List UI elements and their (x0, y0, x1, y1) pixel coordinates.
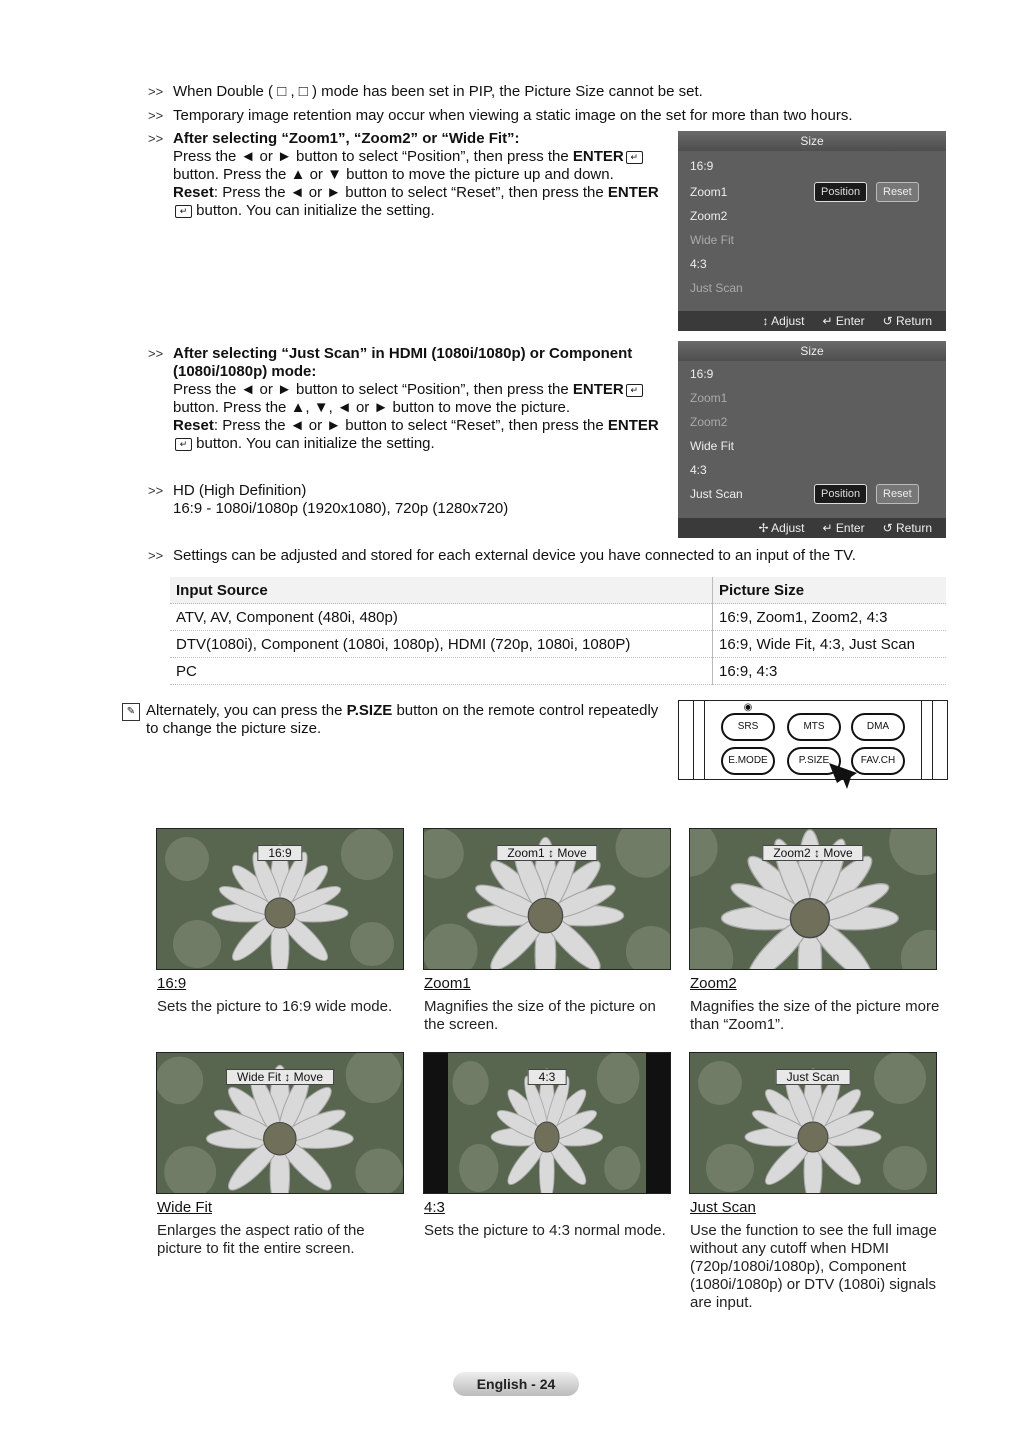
table-row (170, 631, 946, 658)
enter-label: ENTER (572, 381, 624, 398)
remote-rail-left (693, 701, 705, 779)
tip-icon: ✎ (122, 703, 140, 721)
picture-label: Just Scan (776, 1069, 851, 1085)
enter-label: ENTER (607, 184, 659, 201)
osd-title: Size (678, 341, 946, 361)
enter-icon: ↵ (626, 384, 643, 397)
picture-just-scan (689, 1052, 937, 1194)
table-row (170, 658, 946, 685)
picture-label: Wide Fit ↕ Move (226, 1069, 334, 1085)
osd-reset-button[interactable]: Reset (876, 484, 919, 504)
mode-title-zoom2: Zoom2 (690, 975, 737, 992)
table-header-picture-size: Picture Size (713, 577, 947, 604)
osd-footer (678, 518, 946, 538)
picture-label: 16:9 (257, 845, 302, 861)
table-cell: 16:9, 4:3 (713, 658, 947, 685)
osd-item-zoom1[interactable]: Zoom1 (690, 185, 728, 199)
note-arrow-icon: >> (148, 346, 164, 361)
note-zoom-line2: button. Press the ▲ or ▼ button to move the picture up and down. (173, 166, 614, 183)
tip-line2: button on the remote control repeatedly to change the picture size. (146, 702, 659, 737)
enter-label: ENTER (607, 417, 659, 434)
mode-desc-16-9: Sets the picture to 16:9 wide mode. (157, 998, 393, 1015)
osd-size-menu-just-scan (678, 341, 946, 538)
picture-zoom1 (423, 828, 671, 970)
enter-icon: ↵ (175, 205, 192, 218)
mode-title-just-scan: Just Scan (690, 1199, 756, 1216)
note-just-scan-line1: Press the ◄ or ► button to select “Position”, then press the (173, 381, 569, 398)
osd-title: Size (678, 131, 946, 151)
osd-adjust-hint: ✢ Adjust (758, 521, 805, 535)
pointer-arrow-icon (827, 759, 877, 791)
pillarbox-right (646, 1053, 670, 1193)
fav-ch-button[interactable]: FAV.CH (851, 747, 905, 775)
note-settings (148, 547, 948, 565)
note-zoom-line4: button. You can initialize the setting. (196, 202, 435, 219)
osd-position-button[interactable]: Position (814, 484, 867, 504)
table-row (170, 604, 946, 631)
osd-reset-button[interactable]: Reset (876, 182, 919, 202)
note-arrow-icon: >> (148, 548, 164, 563)
note-hd-line2: 16:9 - 1080i/1080p (1920x1080), 720p (1280x720) (173, 500, 509, 517)
enter-icon: ↵ (626, 151, 643, 164)
table-cell: PC (170, 658, 713, 685)
mode-title-4-3: 4:3 (424, 1199, 445, 1216)
mode-title-16-9: 16:9 (157, 975, 187, 992)
note-just-scan-line3: : Press the ◄ or ► button to select “Reset”, then press the (213, 417, 604, 434)
note-hd-line1: HD (High Definition) (173, 482, 307, 499)
remote-control-illustration (678, 700, 948, 780)
note-arrow-icon: >> (148, 108, 164, 123)
dma-button[interactable]: DMA (851, 713, 905, 741)
picture-zoom2 (689, 828, 937, 970)
osd-item-wide-fit[interactable]: Wide Fit (690, 439, 735, 453)
sensor-icon: ◉ (743, 702, 753, 713)
enter-label: ENTER (572, 148, 624, 165)
note-pip (148, 83, 948, 101)
e-mode-button[interactable]: E.MODE (721, 747, 775, 775)
note-arrow-icon: >> (148, 84, 164, 99)
picture-4-3 (423, 1052, 671, 1194)
note-zoom-line1: Press the ◄ or ► button to select “Position”, then press the (173, 148, 569, 165)
note-arrow-icon: >> (148, 483, 164, 498)
p-size-button[interactable]: P.SIZE (787, 747, 841, 775)
osd-enter-hint: ↵ Enter (822, 314, 865, 328)
osd-adjust-hint: ↕ Adjust (762, 314, 805, 328)
note-pip-text: When Double ( □ , □ ) mode has been set in PIP, the Picture Size cannot be set. (173, 83, 703, 100)
note-just-scan-line4: button. You can initialize the setting. (196, 435, 435, 452)
reset-label: Reset (173, 184, 214, 201)
note-retention-text: Temporary image retention may occur when viewing a static image on the set for more than two hours. (173, 107, 853, 124)
osd-item-zoom2[interactable]: Zoom2 (690, 415, 728, 429)
remote-rail-right (921, 701, 933, 779)
mts-button[interactable]: MTS (787, 713, 841, 741)
osd-enter-hint: ↵ Enter (822, 521, 865, 535)
page-number: English - 24 (453, 1372, 579, 1396)
osd-item-16-9[interactable]: 16:9 (690, 367, 714, 381)
note-hd (148, 482, 668, 518)
table-cell: DTV(1080i), Component (1080i, 1080p), HDMI (720p, 1080i, 1080P) (170, 631, 713, 658)
mode-desc-4-3: Sets the picture to 4:3 normal mode. (424, 1222, 666, 1239)
input-size-table (170, 577, 946, 685)
mode-title-wide-fit: Wide Fit (157, 1199, 213, 1216)
picture-16-9 (156, 828, 404, 970)
note-just-scan-heading: After selecting “Just Scan” in HDMI (1080i/1080p) or Component (1080i/1080p) mode: (173, 345, 633, 380)
note-psize-tip (146, 702, 668, 738)
table-cell: 16:9, Wide Fit, 4:3, Just Scan (713, 631, 947, 658)
osd-position-button[interactable]: Position (814, 182, 867, 202)
osd-footer (678, 311, 946, 331)
note-just-scan-line2: button. Press the ▲, ▼, ◄ or ► button to move the picture. (173, 399, 571, 416)
osd-size-menu-zoom (678, 131, 946, 331)
note-retention (148, 107, 948, 125)
osd-item-16-9[interactable]: 16:9 (690, 159, 714, 173)
tip-line1: Alternately, you can press the (146, 702, 343, 719)
picture-label: Zoom1 ↕ Move (496, 845, 597, 861)
picture-wide-fit (156, 1052, 404, 1194)
note-zoom-line3: : Press the ◄ or ► button to select “Reset”, then press the (213, 184, 604, 201)
table-header-row (170, 577, 946, 604)
mode-title-zoom1: Zoom1 (424, 975, 471, 992)
table-cell: 16:9, Zoom1, Zoom2, 4:3 (713, 604, 947, 631)
osd-item-just-scan[interactable]: Just Scan (690, 281, 743, 295)
osd-item-zoom1[interactable]: Zoom1 (690, 391, 728, 405)
mode-desc-zoom1: Magnifies the size of the picture on the screen. (424, 998, 656, 1033)
osd-item-wide-fit[interactable]: Wide Fit (690, 233, 735, 247)
picture-label: 4:3 (528, 1069, 567, 1085)
table-cell: ATV, AV, Component (480i, 480p) (170, 604, 713, 631)
osd-item-4-3[interactable]: 4:3 (690, 463, 707, 477)
note-settings-text: Settings can be adjusted and stored for each external device you have connected to an input of the TV. (173, 547, 856, 564)
mode-desc-zoom2: Magnifies the size of the picture more than “Zoom1”. (690, 998, 940, 1033)
enter-icon: ↵ (175, 438, 192, 451)
osd-item-just-scan[interactable]: Just Scan (690, 487, 743, 501)
note-zoom (148, 130, 668, 220)
osd-item-4-3[interactable]: 4:3 (690, 257, 707, 271)
table-header-input-source: Input Source (170, 577, 713, 604)
note-arrow-icon: >> (148, 131, 164, 146)
note-just-scan (148, 345, 668, 453)
picture-label: Zoom2 ↕ Move (762, 845, 863, 861)
mode-desc-wide-fit: Enlarges the aspect ratio of the picture to fit the entire screen. (157, 1222, 365, 1257)
pillarbox-left (424, 1053, 448, 1193)
srs-button[interactable]: SRS (721, 713, 775, 741)
osd-return-hint: ↺ Return (882, 314, 932, 328)
reset-label: Reset (173, 417, 214, 434)
mode-desc-just-scan: Use the function to see the full image without any cutoff when HDMI (720p/1080i/1080p), Component (1080i/1080p) or DTV (1080i) signals are input. (690, 1222, 937, 1311)
tip-psize: P.SIZE (346, 702, 393, 719)
osd-item-zoom2[interactable]: Zoom2 (690, 209, 728, 223)
note-zoom-heading: After selecting “Zoom1”, “Zoom2” or “Wide Fit”: (173, 130, 520, 147)
osd-return-hint: ↺ Return (882, 521, 932, 535)
